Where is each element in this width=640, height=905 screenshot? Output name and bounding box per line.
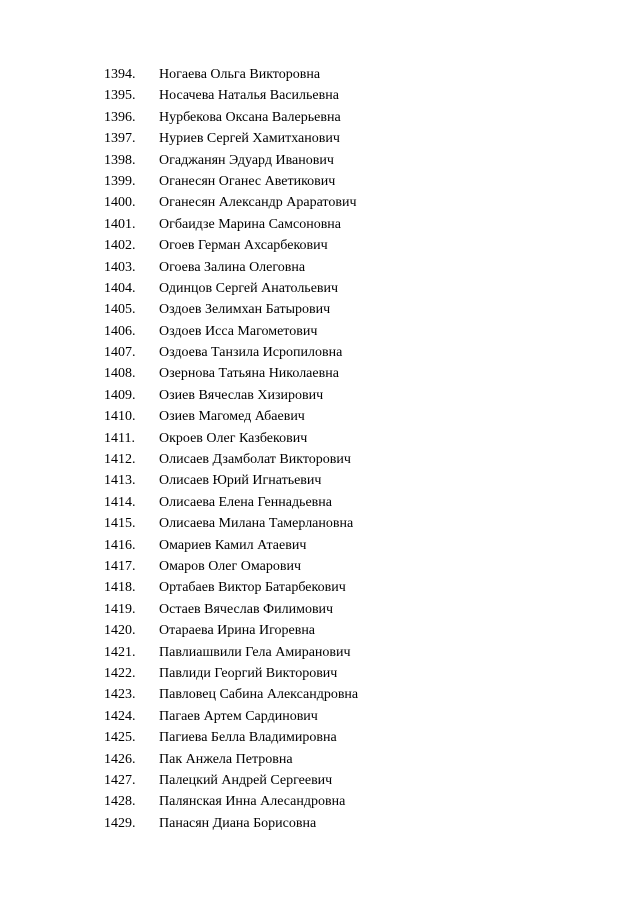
entry-name: Ортабаев Виктор Батарбекович xyxy=(159,580,346,596)
entry-name: Огбаидзе Марина Самсоновна xyxy=(159,216,342,232)
list-item xyxy=(104,513,358,534)
list-item xyxy=(104,321,358,342)
entry-number: 1424. xyxy=(104,708,136,724)
entry-name: Пагаев Артем Сардинович xyxy=(159,708,318,724)
list-item xyxy=(104,342,358,363)
entry-name: Олисаев Юрий Игнатьевич xyxy=(159,473,322,489)
list-item xyxy=(104,363,358,384)
entry-name: Олисаева Елена Геннадьевна xyxy=(159,494,332,510)
list-item xyxy=(104,257,358,278)
entry-name: Павлиди Георгий Викторович xyxy=(159,665,338,681)
list-item xyxy=(104,620,358,641)
entry-number: 1404. xyxy=(104,280,136,296)
list-item xyxy=(104,706,358,727)
list-item xyxy=(104,214,358,235)
entry-number: 1415. xyxy=(104,516,136,532)
list-item xyxy=(104,85,358,106)
list-item xyxy=(104,599,358,620)
entry-number: 1396. xyxy=(104,109,136,125)
entry-name: Палянская Инна Алесандровна xyxy=(159,794,346,810)
list-item xyxy=(104,556,358,577)
entry-name: Омариев Камил Атаевич xyxy=(159,537,307,553)
entry-number: 1426. xyxy=(104,751,136,767)
entry-number: 1429. xyxy=(104,815,136,831)
entry-number: 1422. xyxy=(104,665,136,681)
entry-name: Озиев Вячеслав Хизирович xyxy=(159,387,324,403)
list-item xyxy=(104,727,358,748)
entry-number: 1403. xyxy=(104,259,136,275)
entry-name: Пак Анжела Петровна xyxy=(159,751,293,767)
entry-number: 1397. xyxy=(104,131,136,147)
entry-number: 1418. xyxy=(104,580,136,596)
list-item xyxy=(104,385,358,406)
list-item xyxy=(104,428,358,449)
entry-number: 1419. xyxy=(104,601,136,617)
entry-number: 1401. xyxy=(104,216,136,232)
entry-number: 1395. xyxy=(104,88,136,104)
entry-number: 1411. xyxy=(104,430,135,446)
entry-name: Озиев Магомед Абаевич xyxy=(159,409,305,425)
entry-number: 1412. xyxy=(104,452,136,468)
entry-number: 1421. xyxy=(104,644,136,660)
entry-number: 1428. xyxy=(104,794,136,810)
entry-name: Нурбекова Оксана Валерьевна xyxy=(159,109,341,125)
entry-number: 1416. xyxy=(104,537,136,553)
list-item xyxy=(104,684,358,705)
entry-name: Омаров Олег Омарович xyxy=(159,558,301,574)
list-item xyxy=(104,577,358,598)
entry-number: 1413. xyxy=(104,473,136,489)
name-list xyxy=(104,64,358,834)
entry-name: Окроев Олег Казбекович xyxy=(159,430,308,446)
entry-name: Павлиашвили Гела Амиранович xyxy=(159,644,351,660)
list-item xyxy=(104,128,358,149)
entry-number: 1423. xyxy=(104,687,136,703)
entry-name: Панасян Диана Борисовна xyxy=(159,815,317,831)
list-item xyxy=(104,492,358,513)
list-item xyxy=(104,642,358,663)
entry-name: Оздоева Танзила Исропиловна xyxy=(159,345,343,361)
entry-name: Одинцов Сергей Анатольевич xyxy=(159,280,339,296)
entry-name: Палецкий Андрей Сергеевич xyxy=(159,772,333,788)
entry-name: Оганесян Александр Араратович xyxy=(159,195,357,211)
list-item xyxy=(104,406,358,427)
list-item xyxy=(104,449,358,470)
entry-number: 1420. xyxy=(104,623,136,639)
list-item xyxy=(104,64,358,85)
list-item xyxy=(104,470,358,491)
entry-name: Огаджанян Эдуард Иванович xyxy=(159,152,334,168)
entry-name: Озернова Татьяна Николаевна xyxy=(159,366,339,382)
list-item xyxy=(104,535,358,556)
entry-name: Олисаев Дзамболат Викторович xyxy=(159,452,351,468)
entry-number: 1402. xyxy=(104,238,136,254)
entry-number: 1399. xyxy=(104,173,136,189)
entry-number: 1410. xyxy=(104,409,136,425)
entry-number: 1394. xyxy=(104,67,136,82)
entry-number: 1398. xyxy=(104,152,136,168)
list-item xyxy=(104,663,358,684)
entry-number: 1405. xyxy=(104,302,136,318)
entry-number: 1417. xyxy=(104,558,136,574)
list-item xyxy=(104,791,358,812)
entry-name: Отараева Ирина Игоревна xyxy=(159,623,316,639)
entry-name: Павловец Сабина Александровна xyxy=(159,687,359,703)
entry-name: Оздоев Зелимхан Батырович xyxy=(159,302,331,318)
entry-name: Олисаева Милана Тамерлановна xyxy=(159,516,354,532)
list-item xyxy=(104,192,358,213)
list-item xyxy=(104,235,358,256)
entry-name: Носачева Наталья Васильевна xyxy=(159,88,339,104)
list-item xyxy=(104,813,358,834)
list-item xyxy=(104,171,358,192)
entry-name: Оганесян Оганес Аветикович xyxy=(159,173,336,189)
entry-number: 1414. xyxy=(104,494,136,510)
entry-name: Нуриев Сергей Хамитханович xyxy=(159,131,340,147)
entry-number: 1409. xyxy=(104,387,136,403)
entry-number: 1425. xyxy=(104,730,136,746)
entry-name: Огоев Герман Ахсарбекович xyxy=(159,238,328,254)
list-item xyxy=(104,299,358,320)
list-item xyxy=(104,278,358,299)
entry-name: Пагиева Белла Владимировна xyxy=(159,730,337,746)
entry-number: 1400. xyxy=(104,195,136,211)
entry-number: 1408. xyxy=(104,366,136,382)
entry-name: Огоева Залина Олеговна xyxy=(159,259,306,275)
entry-name: Ногаева Ольга Викторовна xyxy=(159,67,321,82)
entry-number: 1407. xyxy=(104,345,136,361)
entry-number: 1406. xyxy=(104,323,136,339)
list-item xyxy=(104,770,358,791)
list-item xyxy=(104,749,358,770)
list-item xyxy=(104,107,358,128)
entry-number: 1427. xyxy=(104,772,136,788)
list-item xyxy=(104,150,358,171)
entry-name: Остаев Вячеслав Филимович xyxy=(159,601,334,617)
entry-name: Оздоев Исса Магометович xyxy=(159,323,318,339)
